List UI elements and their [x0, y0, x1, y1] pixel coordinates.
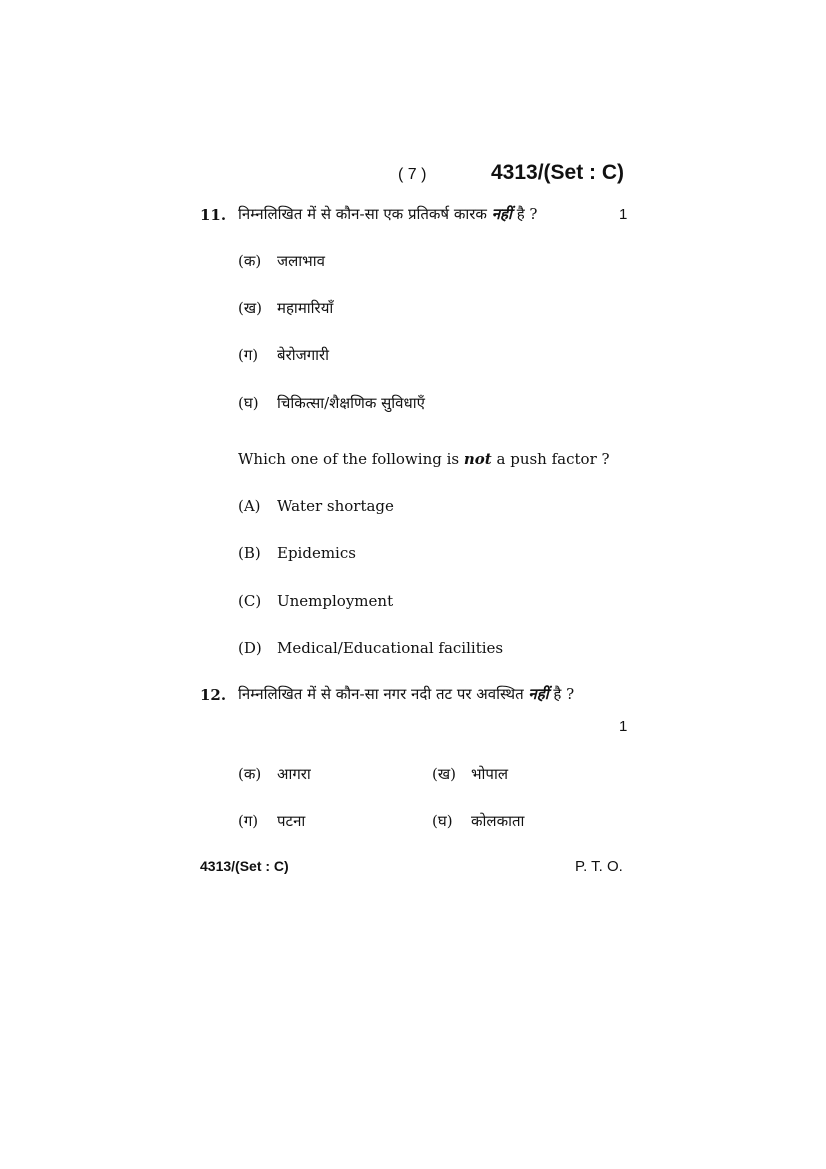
option-label: (ख) — [238, 299, 262, 317]
question-12-number: 12. — [200, 686, 227, 704]
question-11-english-pre: Which one of the following is — [238, 450, 460, 468]
option-text: Water shortage — [277, 497, 394, 515]
question-12-marks: 1 — [619, 718, 628, 735]
option-text: बेरोजगारी — [277, 346, 330, 364]
question-11-english-emphasis: not — [463, 450, 492, 468]
question-12-hindi-emphasis: नहीं — [528, 685, 549, 703]
question-11-hindi-emphasis: नहीं — [491, 205, 512, 223]
option-label: (ख) — [432, 765, 456, 783]
question-11-english-post: a push factor ? — [496, 450, 610, 468]
option-text: Epidemics — [277, 544, 356, 562]
option-label: (C) — [238, 592, 262, 610]
option-label: (ग) — [238, 346, 259, 364]
option-text: महामारियाँ — [277, 299, 334, 317]
option-text: जलाभाव — [277, 252, 325, 270]
option-text: कोलकाता — [471, 812, 525, 830]
paper-code-footer: 4313/(Set : C) — [200, 858, 289, 874]
question-11-hindi-text — [238, 204, 537, 224]
option-label: (क) — [238, 252, 262, 270]
option-text: भोपाल — [471, 765, 509, 783]
option-label: (घ) — [432, 812, 453, 830]
question-11-hindi-pre: निम्नलिखित में से कौन-सा एक प्रतिकर्ष कारक — [238, 205, 487, 223]
option-label: (ग) — [238, 812, 259, 830]
option-text: Unemployment — [277, 592, 394, 610]
option-label: (घ) — [238, 394, 259, 412]
option-label: (A) — [238, 497, 261, 515]
question-11-hindi-post: है ? — [516, 205, 538, 223]
option-text: आगरा — [277, 765, 311, 783]
option-label: (D) — [238, 639, 262, 657]
question-11-number: 11. — [200, 206, 227, 224]
option-label: (क) — [238, 765, 262, 783]
option-text: चिकित्सा/शैक्षणिक सुविधाएँ — [277, 394, 425, 412]
question-12-hindi-pre: निम्नलिखित में से कौन-सा नगर नदी तट पर अवस्थित — [238, 685, 524, 703]
question-11-marks: 1 — [619, 206, 628, 223]
paper-code-header: 4313/(Set : C) — [491, 161, 625, 184]
option-text: पटना — [277, 812, 306, 830]
question-11-english-text — [238, 450, 610, 468]
page-number: ( 7 ) — [398, 166, 427, 183]
question-12-hindi-post: है ? — [553, 685, 575, 703]
pto-note: P. T. O. — [575, 858, 623, 875]
option-text: Medical/Educational facilities — [277, 639, 504, 657]
option-label: (B) — [238, 544, 261, 562]
question-12-hindi-text — [238, 684, 574, 704]
